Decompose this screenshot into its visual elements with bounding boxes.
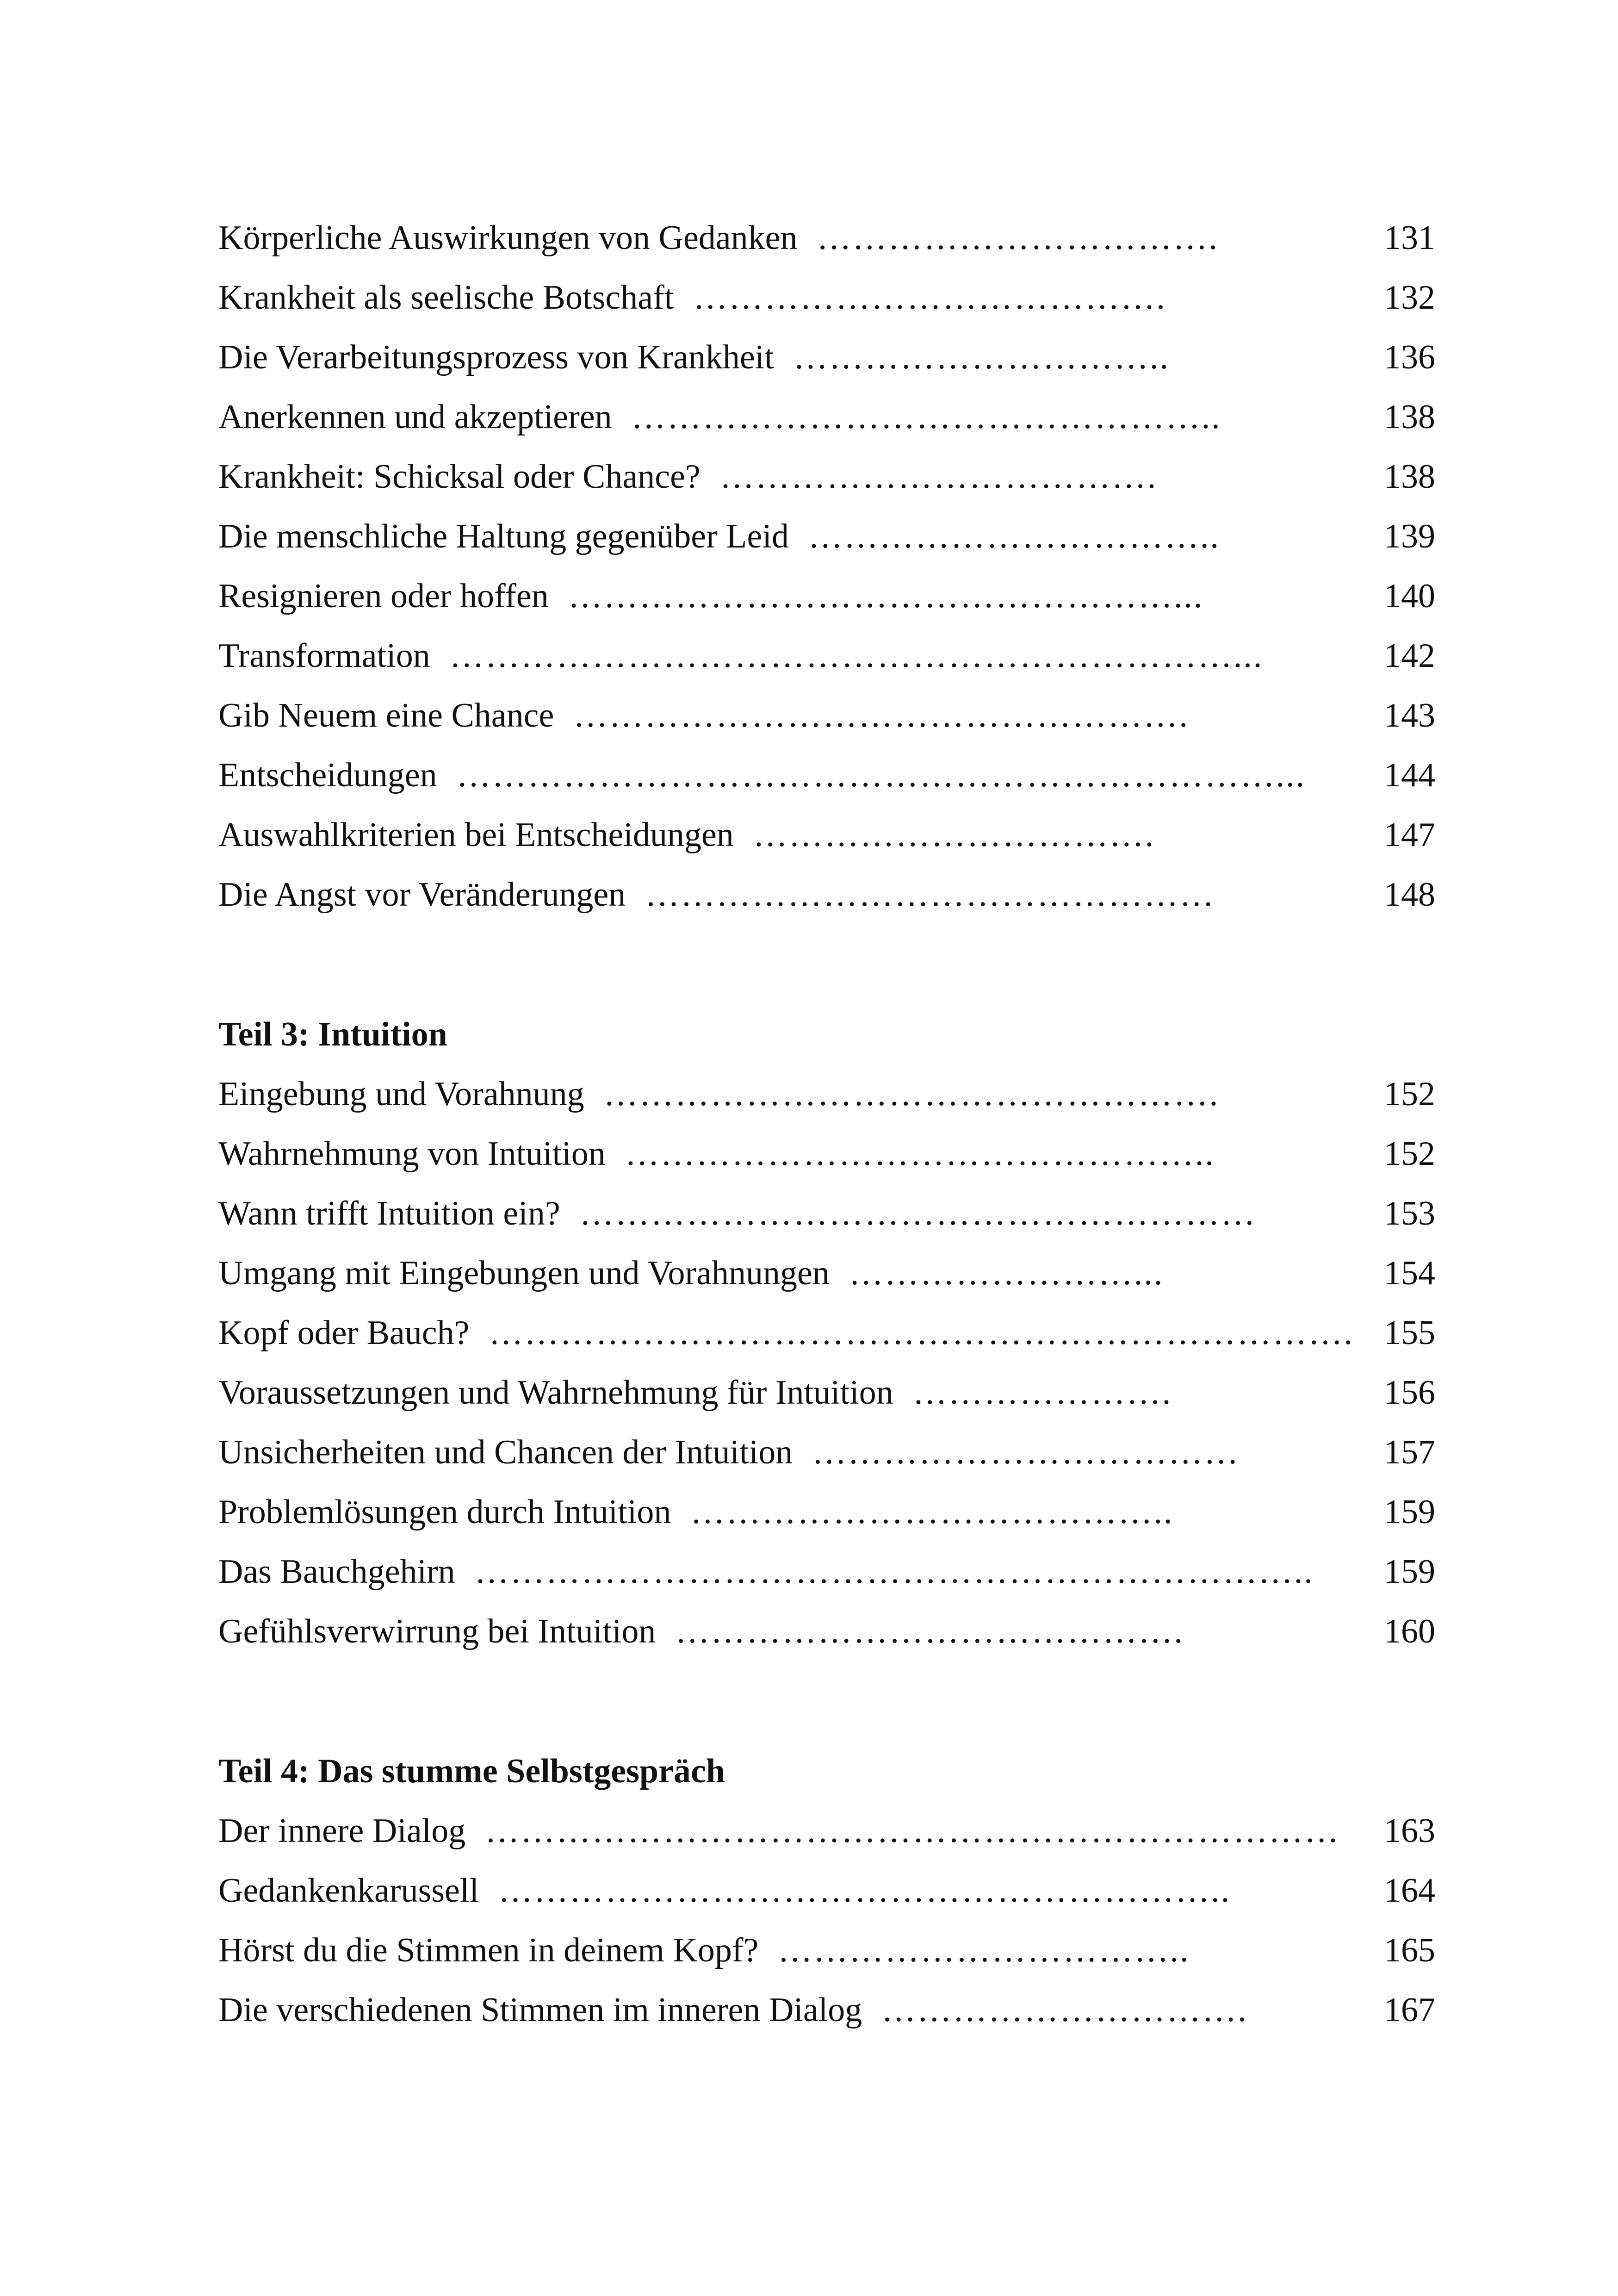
toc-entry-leader-dots: ……………………………………………………………… — [485, 1812, 1340, 1850]
toc-entry-title: Gefühlsverwirrung bei Intuition — [218, 1612, 656, 1650]
toc-entry-page-number: 148 — [1384, 876, 1435, 914]
toc-entry — [218, 1801, 1435, 1861]
toc-entry-leader-dots: …………………………………………………………... — [449, 637, 1264, 675]
toc-entry-title: Die Angst vor Veränderungen — [218, 876, 626, 914]
toc-entry-title: Resignieren oder hoffen — [218, 577, 549, 615]
toc-entry-leader-dots: ……………………………. — [753, 816, 1155, 854]
toc-entry — [218, 1921, 1435, 1980]
toc-entry-page-number: 153 — [1384, 1195, 1435, 1232]
toc-entry-page-number: 131 — [1384, 219, 1435, 257]
toc-entry-leader-dots: …………………………………. — [693, 279, 1166, 317]
toc-entry-title: Der innere Dialog — [218, 1812, 466, 1850]
toc-entry-page-number: 152 — [1384, 1135, 1435, 1173]
toc-entry-title: Hörst du die Stimmen in deinem Kopf? — [218, 1931, 759, 1969]
toc-entry-page-number: 159 — [1384, 1493, 1435, 1531]
toc-section-continued — [218, 208, 1435, 925]
toc-entry-page-number: 160 — [1384, 1612, 1435, 1650]
toc-entry — [218, 1303, 1435, 1363]
toc-entry-page-number: 152 — [1384, 1075, 1435, 1113]
toc-entry-page-number: 147 — [1384, 816, 1435, 854]
toc-entry-leader-dots: ………………………………………………………………. — [489, 1314, 1354, 1352]
toc-entry — [218, 1602, 1435, 1661]
toc-entry-leader-dots: ……………………………………………... — [568, 577, 1204, 615]
toc-entry-page-number: 143 — [1384, 697, 1435, 734]
toc-entry-title: Kopf oder Bauch? — [218, 1314, 470, 1352]
toc-entry-leader-dots: ……………………………………………. — [573, 697, 1189, 734]
toc-entry-title: Die Verarbeitungsprozess von Krankheit — [218, 338, 774, 376]
table-of-contents — [218, 208, 1435, 2040]
toc-entry-leader-dots: ………………………………………….. — [625, 1135, 1215, 1173]
toc-entry — [218, 1184, 1435, 1244]
toc-entry — [218, 1542, 1435, 1602]
toc-entry-page-number: 138 — [1384, 458, 1435, 496]
toc-section-teil-4 — [218, 1741, 1435, 2040]
toc-entry — [218, 1423, 1435, 1482]
toc-entry-page-number: 157 — [1384, 1433, 1435, 1471]
toc-entry-title: Körperliche Auswirkungen von Gedanken — [218, 219, 798, 257]
toc-entry-page-number: 154 — [1384, 1254, 1435, 1292]
toc-entry — [218, 686, 1435, 746]
toc-section-teil-3 — [218, 1004, 1435, 1661]
toc-entry-page-number: 167 — [1384, 1991, 1435, 2029]
toc-entry — [218, 865, 1435, 925]
toc-entry-title: Umgang mit Eingebungen und Vorahnungen — [218, 1254, 830, 1292]
toc-entry-title: Wann trifft Intuition ein? — [218, 1195, 560, 1232]
toc-entry-leader-dots: ……………………………………. — [675, 1612, 1184, 1650]
toc-entry-page-number: 156 — [1384, 1374, 1435, 1412]
toc-entry — [218, 1363, 1435, 1423]
toc-entry-page-number: 142 — [1384, 637, 1435, 675]
toc-entry-title: Das Bauchgehirn — [218, 1553, 455, 1591]
toc-entry-leader-dots: …………………………….. — [808, 517, 1220, 555]
toc-entry-title: Transformation — [218, 637, 430, 675]
toc-entry-page-number: 138 — [1384, 398, 1435, 436]
toc-entry-title: Auswahlkriterien bei Entscheidungen — [218, 816, 734, 854]
toc-entry-leader-dots: ………………………………….. — [690, 1493, 1174, 1531]
toc-entry-leader-dots: ……………………………………………………………... — [456, 756, 1306, 794]
toc-entry-title: Gib Neuem eine Chance — [218, 697, 554, 734]
toc-entry-leader-dots: ………………………….. — [793, 338, 1170, 376]
toc-entry-page-number: 136 — [1384, 338, 1435, 376]
toc-entry-title: Problemlösungen durch Intuition — [218, 1493, 671, 1531]
toc-entry-page-number: 139 — [1384, 517, 1435, 555]
toc-entry — [218, 626, 1435, 686]
toc-entry-title: Gedankenkarussell — [218, 1872, 479, 1910]
toc-entry-title: Anerkennen und akzeptieren — [218, 398, 612, 436]
toc-entry-page-number: 165 — [1384, 1931, 1435, 1969]
toc-entry-page-number: 132 — [1384, 279, 1435, 317]
toc-entry-leader-dots: ……………………………………………. — [603, 1075, 1220, 1113]
toc-entry — [218, 746, 1435, 805]
toc-entry — [218, 1124, 1435, 1184]
toc-entry-leader-dots: ……………………... — [849, 1254, 1164, 1292]
toc-entry-page-number: 159 — [1384, 1553, 1435, 1591]
toc-entry-title: Wahrnehmung von Intuition — [218, 1135, 606, 1173]
toc-entry-title: Voraussetzungen und Wahrnehmung für Intuition — [218, 1374, 893, 1412]
toc-entry-leader-dots: …………………………………………………………….. — [474, 1553, 1314, 1591]
toc-entry — [218, 1244, 1435, 1303]
toc-entry-title: Entscheidungen — [218, 756, 437, 794]
toc-entry-leader-dots: ………………………………………….. — [631, 398, 1221, 436]
toc-entry-title: Krankheit: Schicksal oder Chance? — [218, 458, 701, 496]
toc-entry — [218, 268, 1435, 328]
toc-entry-leader-dots: ………………………………………… — [645, 876, 1215, 914]
toc-entry — [218, 1482, 1435, 1542]
toc-entry-page-number: 164 — [1384, 1872, 1435, 1910]
toc-entry — [218, 447, 1435, 507]
section-heading: Teil 3: Intuition — [218, 1015, 447, 1053]
toc-entry — [218, 1861, 1435, 1921]
toc-entry — [218, 805, 1435, 865]
toc-entry — [218, 507, 1435, 566]
toc-entry — [218, 1980, 1435, 2040]
toc-entry-title: Eingebung und Vorahnung — [218, 1075, 584, 1113]
toc-entry-leader-dots: ………………………………. — [719, 458, 1158, 496]
toc-entry — [218, 387, 1435, 447]
toc-entry-leader-dots: …………………………………………………….. — [498, 1872, 1231, 1910]
toc-entry-leader-dots: …………………. — [912, 1374, 1172, 1412]
toc-entry-page-number: 163 — [1384, 1812, 1435, 1850]
toc-entry-leader-dots: …………………………. — [881, 1991, 1248, 2029]
toc-entry-leader-dots: …………………………….. — [778, 1931, 1190, 1969]
toc-entry-title: Die menschliche Haltung gegenüber Leid — [218, 517, 789, 555]
toc-entry — [218, 328, 1435, 387]
toc-entry-leader-dots: ……………………………… — [812, 1433, 1240, 1471]
toc-entry-title: Unsicherheiten und Chancen der Intuition — [218, 1433, 793, 1471]
toc-entry-title: Krankheit als seelische Botschaft — [218, 279, 674, 317]
toc-entry-leader-dots: ……………………………. — [817, 219, 1219, 257]
toc-entry-title: Die verschiedenen Stimmen im inneren Dialog — [218, 1991, 862, 2029]
toc-entry — [218, 566, 1435, 626]
toc-entry-page-number: 140 — [1384, 577, 1435, 615]
toc-entry-page-number: 155 — [1384, 1314, 1435, 1352]
toc-entry — [218, 208, 1435, 268]
section-heading: Teil 4: Das stumme Selbstgespräch — [218, 1752, 725, 1790]
toc-entry — [218, 1064, 1435, 1124]
toc-entry-page-number: 144 — [1384, 756, 1435, 794]
toc-entry-leader-dots: ………………………………………………… — [579, 1195, 1257, 1232]
